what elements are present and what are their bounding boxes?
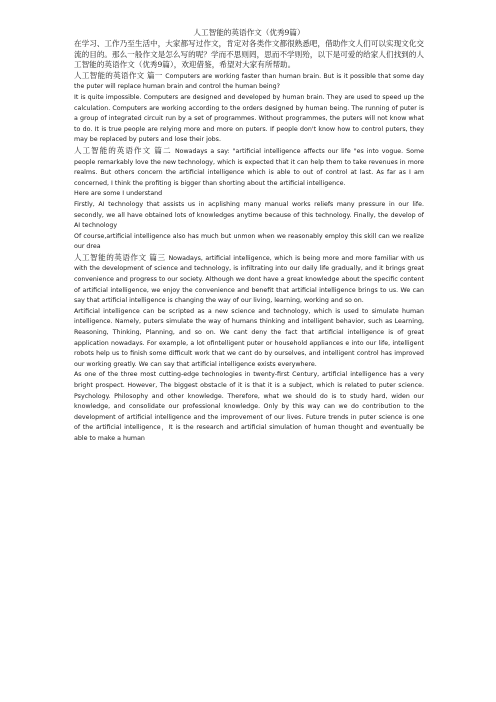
- essay-3-body-2: As one of the three most cutting-edge technologies in twenty-first Century, artificial intelligence has a very bright prospect. However, The biggest obstacle of it is that it is a subject, which is related to puter science. Psychology. Philosophy and other knowledge. Therefore, what we should do is to study hard, widen our knowledge, and consolidate our professional knowledge. Only by this way can we do contribution to the development of artificial intelligence and the improvement of our lives. Future trends in puter science is one of the artificial intelligence，It is the research and artificial simulation of human thought and eventually be able to make a human: [74, 371, 424, 442]
- intro-paragraph: 在学习、工作乃至生活中，大家都写过作文，肯定对各类作文都很熟悉吧，借助作文人们可以实现文化交流的目的。那么一般作文是怎么写的呢？学而不思则罔，思而不学则殆，以下是可爱的给家人们找到的人工智能的英语作文（优秀9篇），欢迎借鉴，希望对大家有所帮助。: [74, 39, 424, 70]
- document-title: 人工智能的英语作文（优秀9篇）: [193, 28, 305, 37]
- essay-2-paragraph: [74, 146, 424, 189]
- essay-3-text: Nowadays, artificial intelligence, which is being more and more familiar with us with the development of science and technology, is infiltrating into our daily life gradually, and it brings great convenience and progress to our society. Although we dont have a great knowledge about the specific content of artificial intelligence, we enjoy the convenience and benefit that artificial intelligence brings to us. We can say that artificial intelligence is changing the way of our living, learning, working and so on.: [74, 254, 424, 305]
- essay-1-text: Computers are working faster than human brain. But is it possible that some day the puter will replace human brain and control the human being?: [74, 72, 424, 91]
- essay-2-text: Nowadays a say: "artificial intelligence affects our life "es into vogue. Some people remarkably love the new technology, which is expected that it can help them to take revenues in more realms. But others concern the artificial intelligence which is able to out of control at last. As far as I am concerned, I think the profiting is bigger than shorting about the artificial intelligence.: [74, 147, 425, 187]
- essay-2-body: Firstly, AI technology that assists us in acplishing many manual works reliefs many pressure in our life. secondly, we all have obtained lots of knowledges anytime because of this technology. Finally, the develop of AI technology: [74, 200, 424, 230]
- essay-3-body-1: Artificial intelligence can be scripted as a new science and technology, which is used to simulate human intelligence. Namely, puters simulate the way of humans thinking and intelligent behavior, such as Learning, Reasoning, Thinking, Planning, and so on. We cant deny the fact that artificial intelligence is of great application nowadays. For example, a lot ofintelligent puter or household appliances e into our life, intelligent robots help us to finish some difficult work that we cant do by ourselves, and intelligent control has improved our working greatly. We can say that artificial intelligence exists everywhere.: [74, 307, 424, 368]
- essay-3-heading: 人工智能的英语作文 篇三: [74, 252, 169, 262]
- essay-2-subheading: Here are some I understand: [74, 190, 163, 198]
- essay-1-paragraph: [74, 71, 424, 93]
- document-page: [74, 28, 424, 445]
- essay-1-heading: 人工智能的英语作文 篇一: [74, 70, 166, 80]
- essay-2-conclusion: Of course,artificial intelligence also has much but unmon when we reasonably employ this skill can we realize our drea: [74, 232, 424, 251]
- essay-1-body: It is quite impossible. Computers are designed and developed by human brain. They are used to speed up the calculation. Computers are working according to the orders designed by human being. The running of puter is a group of integrated circuit run by a set of programmes. Without programmes, the puters will not know what to do. It is true people are relying more and more on puters. If people don't know how to control puters, they may be replaced by puters and lose their jobs.: [74, 93, 424, 144]
- essay-3-paragraph: [74, 253, 424, 307]
- essay-2-heading: 人工智能的英语作文 篇二: [74, 145, 175, 155]
